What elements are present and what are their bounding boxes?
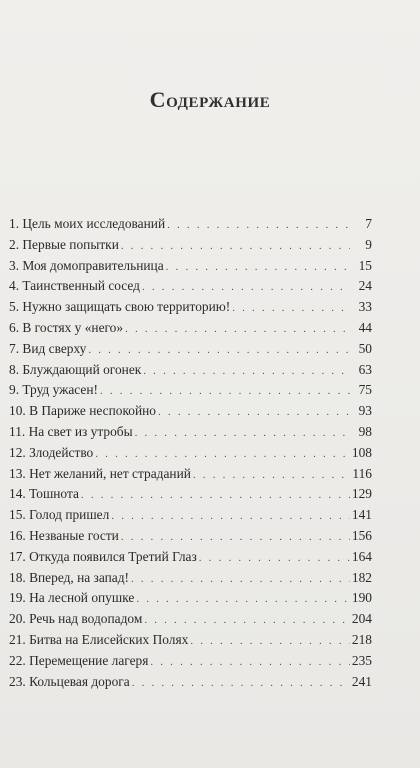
toc-entry xyxy=(9,672,372,693)
toc-entry-page: 204 xyxy=(351,611,372,627)
toc-entry-title: 4. Таинственный сосед xyxy=(9,278,140,294)
toc-dot-leader xyxy=(232,298,350,319)
toc-entry-page: 108 xyxy=(351,444,372,460)
toc-entry-page: 164 xyxy=(351,548,372,564)
toc-entry xyxy=(9,505,372,526)
toc-entry-page: 50 xyxy=(358,340,372,356)
toc-entry-title: 14. Тошнота xyxy=(9,486,79,502)
toc-entry xyxy=(9,360,372,381)
toc-dot-leader xyxy=(95,444,350,465)
toc-entry-title: 8. Блуждающий огонек xyxy=(9,361,142,377)
toc-entry-title: 2. Первые попытки xyxy=(9,236,119,252)
table-of-contents xyxy=(9,214,372,692)
toc-dot-leader xyxy=(121,236,350,257)
toc-entry-title: 22. Перемещение лагеря xyxy=(9,652,149,668)
toc-entry xyxy=(9,339,372,360)
toc-entry-page: 63 xyxy=(358,361,372,377)
toc-dot-leader xyxy=(132,673,350,694)
toc-entry-title: 23. Кольцевая дорога xyxy=(9,673,130,689)
toc-dot-leader xyxy=(121,527,350,548)
toc-entry-title: 19. На лесной опушке xyxy=(9,590,135,606)
toc-dot-leader xyxy=(144,610,350,631)
toc-entry-page: 129 xyxy=(351,486,372,502)
toc-entry xyxy=(9,297,372,318)
toc-entry-page: 218 xyxy=(351,631,372,647)
toc-entry-title: 16. Незваные гости xyxy=(9,527,119,543)
toc-entry-page: 241 xyxy=(351,673,372,689)
toc-dot-leader xyxy=(158,402,350,423)
toc-entry-title: 12. Злодейство xyxy=(9,444,94,460)
toc-entry xyxy=(9,380,372,401)
toc-entry xyxy=(9,651,372,672)
toc-entry-page: 7 xyxy=(365,216,372,231)
toc-dot-leader xyxy=(100,381,350,402)
toc-entry xyxy=(9,568,372,589)
toc-entry-page: 44 xyxy=(358,319,372,335)
toc-dot-leader xyxy=(166,257,350,278)
toc-dot-leader xyxy=(135,423,350,444)
toc-dot-leader xyxy=(190,631,350,652)
toc-entry xyxy=(9,235,372,256)
toc-entry-page: 9 xyxy=(365,236,372,252)
toc-entry xyxy=(9,422,372,443)
toc-entry xyxy=(9,401,372,422)
toc-entry-page: 98 xyxy=(358,423,372,439)
toc-entry-page: 235 xyxy=(351,652,372,668)
toc-dot-leader xyxy=(150,652,350,673)
toc-entry-page: 75 xyxy=(358,382,372,398)
toc-entry-title: 20. Речь над водопадом xyxy=(9,611,143,627)
toc-dot-leader xyxy=(167,215,350,236)
toc-entry xyxy=(9,630,372,651)
toc-entry-title: 18. Вперед, на запад! xyxy=(9,569,129,585)
toc-dot-leader xyxy=(125,319,350,340)
toc-dot-leader xyxy=(136,589,350,610)
toc-entry xyxy=(9,443,372,464)
toc-entry-page: 24 xyxy=(358,278,372,294)
toc-dot-leader xyxy=(111,506,350,527)
toc-entry-page: 141 xyxy=(351,507,372,523)
toc-entry-page: 93 xyxy=(358,403,372,419)
toc-entry xyxy=(9,464,372,485)
toc-entry-page: 15 xyxy=(358,257,372,273)
toc-dot-leader xyxy=(81,485,350,506)
toc-entry-title: 6. В гостях у «него» xyxy=(9,319,124,335)
toc-entry xyxy=(9,256,372,277)
toc-entry-page: 116 xyxy=(352,465,372,481)
toc-entry xyxy=(9,526,372,547)
toc-entry xyxy=(9,547,372,568)
toc-entry-title: 15. Голод пришел xyxy=(9,507,110,523)
toc-dot-leader xyxy=(142,277,350,298)
toc-entry xyxy=(9,214,372,235)
toc-entry-title: 13. Нет желаний, нет страданий xyxy=(9,465,191,481)
toc-entry-title: 10. В Париже неспокойно xyxy=(9,403,157,419)
toc-dot-leader xyxy=(88,340,350,361)
toc-entry-title: 1. Цель моих исследований xyxy=(9,216,166,231)
toc-dot-leader xyxy=(143,361,350,382)
toc-entry-page: 190 xyxy=(351,590,372,606)
toc-dot-leader xyxy=(199,548,350,569)
toc-entry-title: 9. Труд ужасен! xyxy=(9,382,98,398)
toc-entry-title: 11. На свет из утробы xyxy=(9,423,133,439)
toc-entry xyxy=(9,609,372,630)
toc-entry xyxy=(9,588,372,609)
toc-entry xyxy=(9,276,372,297)
toc-entry-page: 182 xyxy=(351,569,372,585)
toc-entry-title: 17. Откуда появился Третий Глаз xyxy=(9,548,197,564)
toc-entry xyxy=(9,484,372,505)
toc-entry-title: 5. Нужно защищать свою территорию! xyxy=(9,299,231,315)
toc-entry xyxy=(9,318,372,339)
toc-entry-title: 7. Вид сверху xyxy=(9,340,87,356)
toc-dot-leader xyxy=(193,465,350,486)
page-title: Содержание xyxy=(149,86,271,112)
toc-entry-page: 33 xyxy=(358,299,372,315)
toc-entry-title: 3. Моя домоправительница xyxy=(9,257,164,273)
toc-entry-title: 21. Битва на Елисейских Полях xyxy=(9,631,189,647)
toc-entry-page: 156 xyxy=(351,527,372,543)
toc-dot-leader xyxy=(131,569,350,590)
